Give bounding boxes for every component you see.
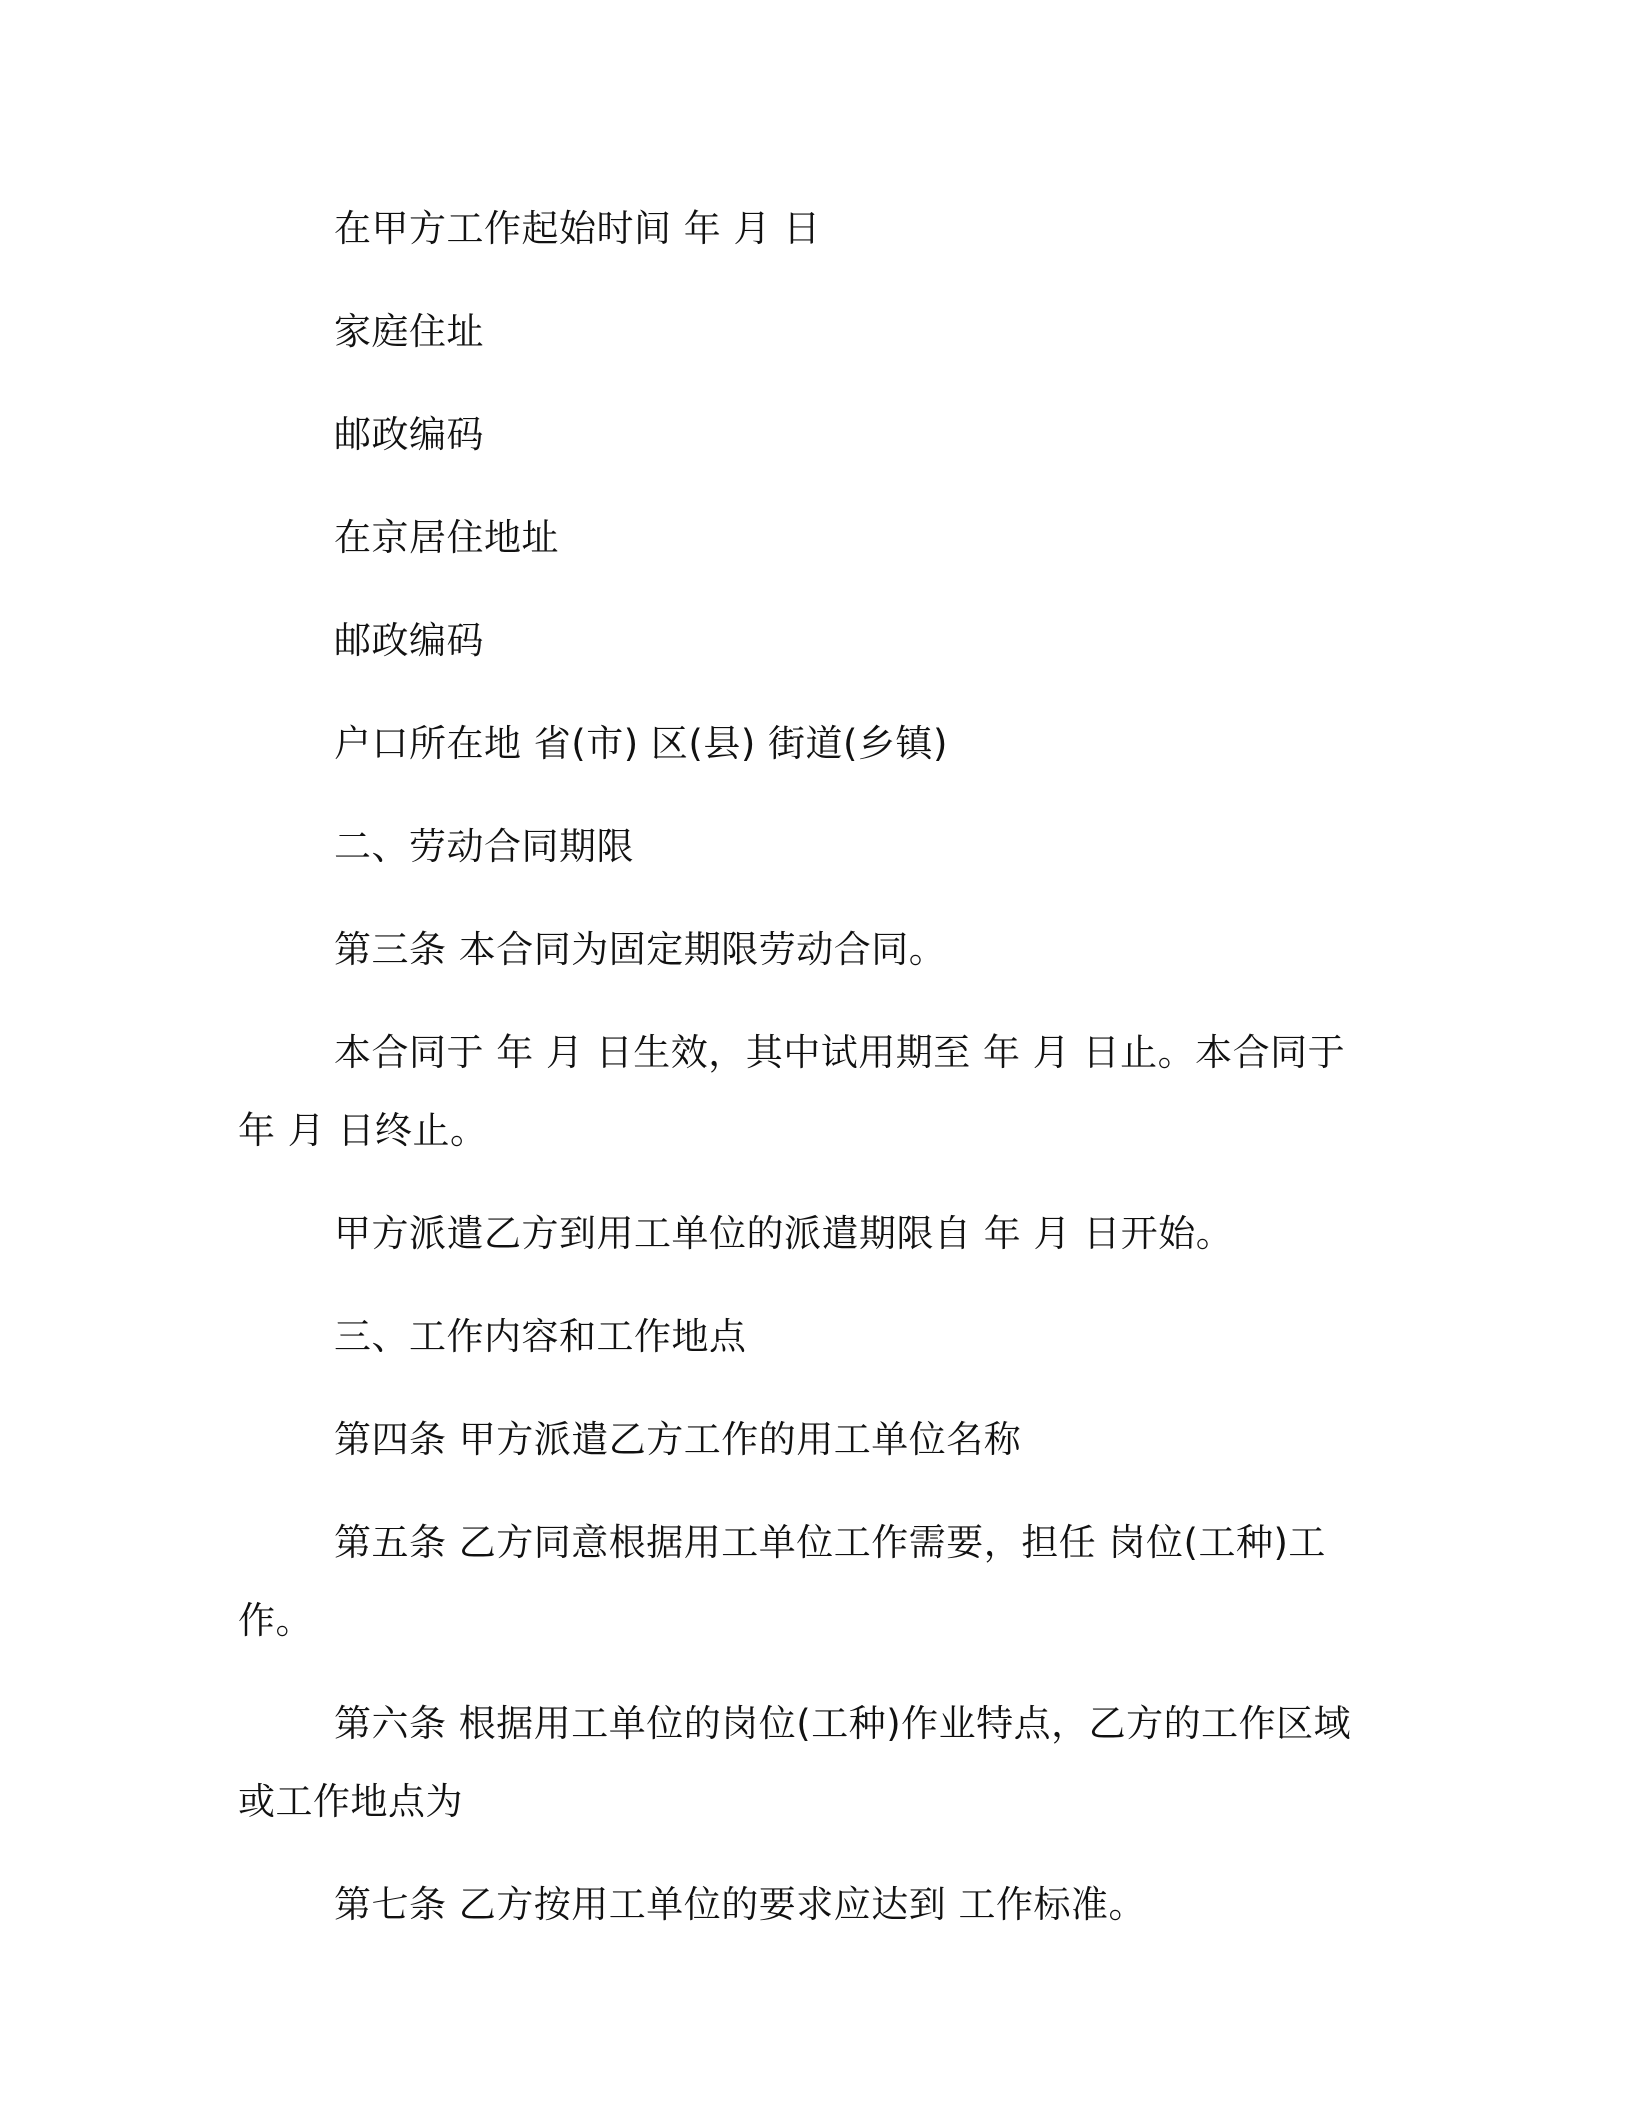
article-7: 第七条 乙方按用工单位的要求应达到 工作标准。: [334, 1883, 1147, 1926]
section-heading-work-content: 三、工作内容和工作地点: [334, 1315, 747, 1358]
article-5: 第五条 乙方同意根据用工单位工作需要，担任 岗位(工种)工作。: [238, 1521, 1326, 1642]
section-heading-contract-term: 二、劳动合同期限: [334, 825, 634, 868]
dispatch-period-paragraph: 甲方派遣乙方到用工单位的派遣期限自 年 月 日开始。: [334, 1212, 1234, 1255]
home-address-line: 家庭住址: [334, 310, 484, 353]
article-3: 第三条 本合同为固定期限劳动合同。: [334, 928, 947, 971]
document-body: [238, 190, 1378, 1969]
postal-code-line: 邮政编码: [334, 413, 484, 456]
contract-effective-paragraph: 本合同于 年 月 日生效，其中试用期至 年 月 日止。本合同于 年 月 日终止。: [238, 1031, 1346, 1152]
beijing-address-line: 在京居住地址: [334, 516, 559, 559]
household-registration-line: 户口所在地 省(市) 区(县) 街道(乡镇): [334, 722, 948, 765]
start-date-line: 在甲方工作起始时间 年 月 日: [334, 207, 821, 250]
article-4: 第四条 甲方派遣乙方工作的用工单位名称: [334, 1418, 1022, 1461]
postal-code-line-2: 邮政编码: [334, 619, 484, 662]
article-6: 第六条 根据用工单位的岗位(工种)作业特点，乙方的工作区域或工作地点为: [238, 1702, 1352, 1823]
